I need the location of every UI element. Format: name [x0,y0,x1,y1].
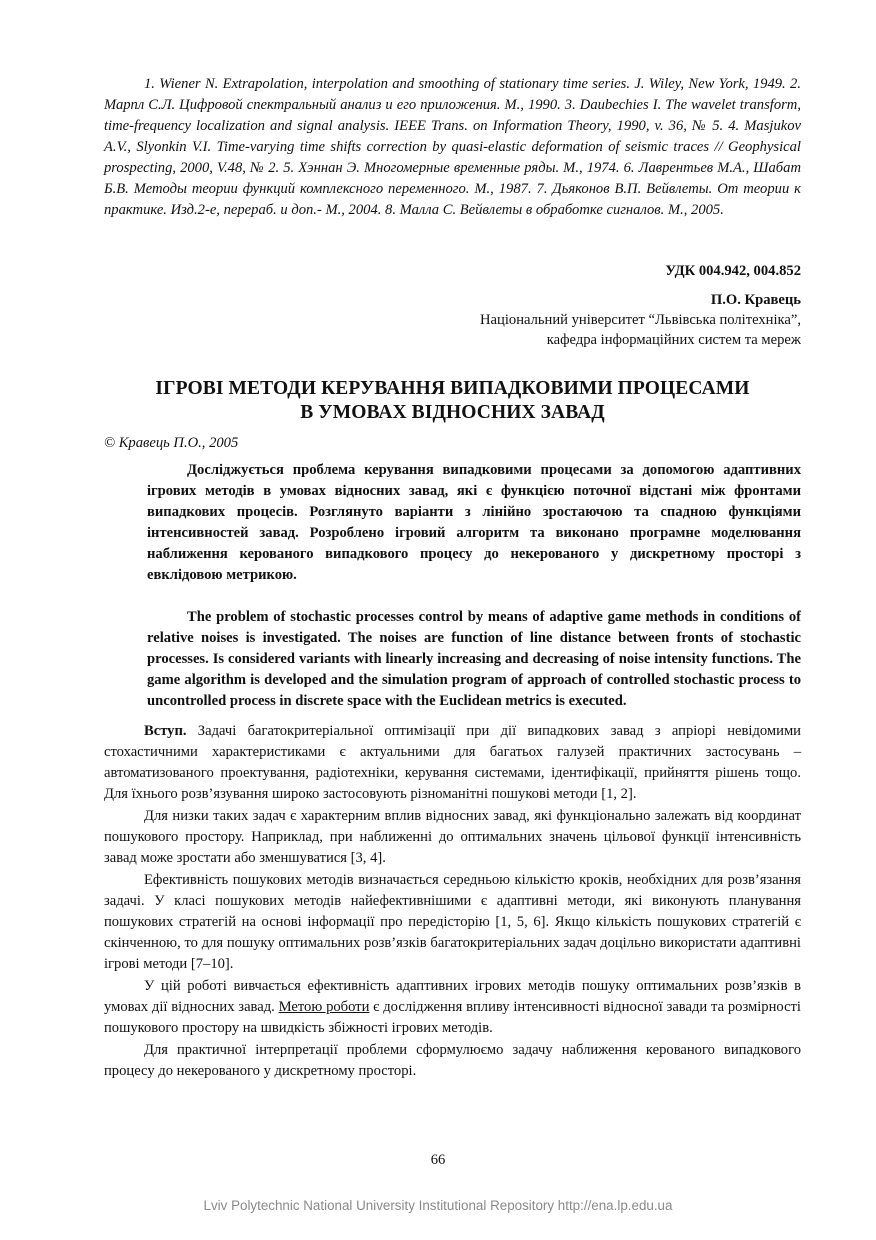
title-line-2: В УМОВАХ ВІДНОСНИХ ЗАВАД [300,402,605,423]
intro-paragraph-4 [104,976,801,1039]
paper-page [104,74,801,1082]
intro-paragraph-4-start: У цій роботі вивчається ефективність адаптивних ігрових методів пошуку оптимальних розв’язків в умовах дії відносних завад. [104,978,801,1015]
page-number: 66 [430,1152,446,1168]
references-block: 1. Wiener N. Extrapolation, interpolation and smoothing of stationary time series. J. Wiley, New York, 1949. 2. Марпл С.Л. Цифровой спектральный анализ и его приложения. М., 1990. 3. Daubechies I. The wavelet transform, time-frequency localization and signal analysis. IEEE Trans. on Information Theory, 1990, v. 36, № 5. 4. Masjukov A.V., Slyonkin V.I. Time-varying time shifts correction by quasi-elastic deformation of seismic traces // Geophysical prospecting, 2000, V.48, № 2. 5. Хэннан Э. Многомерные временные ряды. М., 1974. 6. Лаврентьев М.А., Шабат Б.В. Методы теории функций комплексного переменного. М., 1987. 7. Дьяконов В.П. Вейвлеты. От теории к практике. Изд.2-е, перераб. и доп.- М., 2004. 8. Малла С. Вейвлеты в обработке сигналов. М., 2005. [104,76,801,218]
affiliation-line-1: Національний університет “Львівська політехніка”, [480,312,801,328]
paper-title [104,377,801,425]
udc-code: УДК 004.942, 004.852 [665,263,801,279]
intro-paragraph-1-text: Задачі багатокритеріальної оптимізації при дії випадкових завад з апріорі невідомими стохастичними характеристиками є актуальними для багатьох галузей практичних застосувань – автоматизованого проектування, радіотехніки, керування системами, ідентифікації, прийняття рішень тощо. Для їхнього розв’язування широко застосовують різноманітні пошукові методи [1, 2]. [104,723,801,802]
intro-lead: Вступ. [144,723,187,739]
intro-paragraph-2: Для низки таких задач є характерним вплив відносних завад, які функціонально залежать від координат пошукового простору. Наприклад, при наближенні до оптимальних значень цільової функції інтенсивність завад може зростати або зменшуватися [3, 4]. [104,808,801,866]
repository-footer: Lviv Polytechnic National University Institutional Repository http://ena.lp.edu.ua [203,1198,673,1213]
author-name: П.О. Кравець [710,292,801,308]
goal-underlined: Метою роботи [278,999,370,1015]
affiliation-line-2: кафедра інформаційних систем та мереж [546,332,801,348]
intro-paragraph-3: Ефективність пошукових методів визначається середньою кількістю кроків, необхідних для розв’язання задачі. У класі пошукових методів найефективнішими є адаптивні методи, які виконують планування пошукових стратегій на основі інформації про передісторію [1, 5, 6]. Якщо кількість пошукових стратегій є скінченною, то для пошуку оптимальних розв’язків багатокритеріальних задач доцільно використати адаптивні ігрові методи [7–10]. [104,872,801,972]
intro-paragraph-4-end: є дослідження впливу інтенсивності відносної завади та розмірності пошукового простору на швидкість збіжності ігрових методів. [104,999,801,1036]
intro-paragraph-1 [104,721,801,805]
title-line-1: ІГРОВІ МЕТОДИ КЕРУВАННЯ ВИПАДКОВИМИ ПРОЦЕСАМИ [155,378,750,399]
intro-paragraph-5: Для практичної інтерпретації проблеми сформулюємо задачу наближення керованого випадкового процесу до некерованого у дискретному просторі. [104,1042,801,1079]
abstract-ukrainian: Досліджується проблема керування випадковими процесами за допомогою адаптивних ігрових методів в умовах відносних завад, які є функцією поточної відстані між фронтами випадкових процесів. Розглянуто варіанти з лінійно зростаючою та спадною функціями інтенсивностей завад. Розроблено ігровий алгоритм та виконано програмне моделювання наближення керованого випадкового процесу до некерованого у дискретному просторі з евклідовою метрикою. [147,462,801,583]
copyright-line: © Кравець П.О., 2005 [104,435,239,451]
abstract-english: The problem of stochastic processes control by means of adaptive game methods in conditions of relative noises is investigated. The noises are function of line distance between fronts of stochastic processes. Is considered variants with linearly increasing and decreasing of noise intensity functions. The game algorithm is developed and the simulation program of approach of controlled stochastic process to uncontrolled process in discrete space with the Euclidean metrics is executed. [147,609,801,709]
